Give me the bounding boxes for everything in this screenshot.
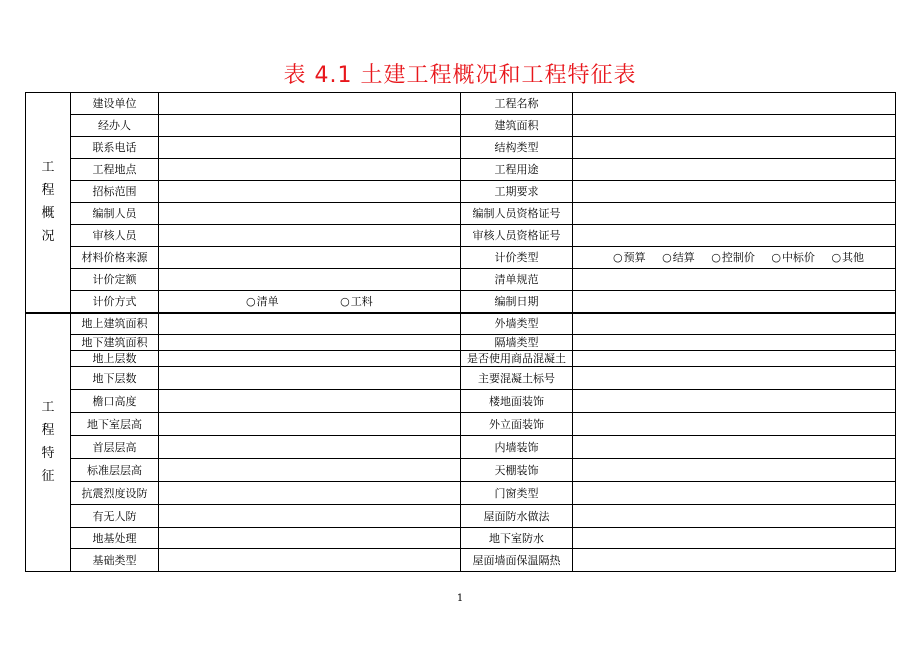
label-basement-waterproofing: 地下室防水 xyxy=(461,528,573,549)
label-ready-mix-concrete: 是否使用商品混凝土 xyxy=(461,351,573,367)
label-foundation-type: 基础类型 xyxy=(71,549,159,572)
field-partition-wall-type[interactable] xyxy=(573,335,896,351)
page-number: 1 xyxy=(456,593,464,604)
label-civil-air-defense: 有无人防 xyxy=(71,505,159,528)
label-prepare-date: 编制日期 xyxy=(461,291,573,313)
label-preparer: 编制人员 xyxy=(71,203,159,225)
field-above-ground-area[interactable] xyxy=(159,313,461,335)
field-bill-spec[interactable] xyxy=(573,269,896,291)
pricing-method-options xyxy=(159,291,461,313)
label-tender-scope: 招标范围 xyxy=(71,181,159,203)
field-above-ground-floors[interactable] xyxy=(159,351,461,367)
label-above-ground-area: 地上建筑面积 xyxy=(71,313,159,335)
label-foundation-treatment: 地基处理 xyxy=(71,528,159,549)
label-project-name: 工程名称 xyxy=(461,93,573,115)
pricing-type-options xyxy=(573,247,896,269)
field-phone[interactable] xyxy=(159,137,461,159)
label-facade-finish: 外立面装饰 xyxy=(461,413,573,436)
field-basement-floor-height[interactable] xyxy=(159,413,461,436)
field-foundation-treatment[interactable] xyxy=(159,528,461,549)
field-basement-waterproofing[interactable] xyxy=(573,528,896,549)
field-pricing-quota[interactable] xyxy=(159,269,461,291)
field-construction-unit[interactable] xyxy=(159,93,461,115)
label-first-floor-height: 首层层高 xyxy=(71,436,159,459)
radio-labor-material[interactable]: ○ 工料 xyxy=(340,296,373,307)
field-facade-finish[interactable] xyxy=(573,413,896,436)
label-construction-unit: 建设单位 xyxy=(71,93,159,115)
field-first-floor-height[interactable] xyxy=(159,436,461,459)
label-roof-wall-insulation: 屋面墙面保温隔热 xyxy=(461,549,573,572)
field-schedule-requirement[interactable] xyxy=(573,181,896,203)
field-structure-type[interactable] xyxy=(573,137,896,159)
document-title: 表 4.1 土建工程概况和工程特征表 xyxy=(283,63,637,88)
label-building-area: 建筑面积 xyxy=(461,115,573,137)
radio-control-price[interactable]: ○ 控制价 xyxy=(711,252,755,263)
field-roof-wall-insulation[interactable] xyxy=(573,549,896,572)
label-pricing-quota: 计价定额 xyxy=(71,269,159,291)
field-eaves-height[interactable] xyxy=(159,390,461,413)
field-standard-floor-height[interactable] xyxy=(159,459,461,482)
label-standard-floor-height: 标准层层高 xyxy=(71,459,159,482)
label-bill-spec: 清单规范 xyxy=(461,269,573,291)
label-reviewer: 审核人员 xyxy=(71,225,159,247)
radio-bill[interactable]: ○ 清单 xyxy=(246,296,279,307)
label-structure-type: 结构类型 xyxy=(461,137,573,159)
label-eaves-height: 檐口高度 xyxy=(71,390,159,413)
field-reviewer-cert[interactable] xyxy=(573,225,896,247)
field-seismic-intensity[interactable] xyxy=(159,482,461,505)
label-door-window-type: 门窗类型 xyxy=(461,482,573,505)
label-partition-wall-type: 隔墙类型 xyxy=(461,335,573,351)
label-preparer-cert: 编制人员资格证号 xyxy=(461,203,573,225)
label-basement-floor-height: 地下室层高 xyxy=(71,413,159,436)
section-label-features: 工 程 特 征 xyxy=(26,313,71,572)
label-pricing-method: 计价方式 xyxy=(71,291,159,313)
label-handler: 经办人 xyxy=(71,115,159,137)
label-roof-waterproofing: 屋面防水做法 xyxy=(461,505,573,528)
radio-winning-bid[interactable]: ○ 中标价 xyxy=(771,252,815,263)
label-above-ground-floors: 地上层数 xyxy=(71,351,159,367)
label-phone: 联系电话 xyxy=(71,137,159,159)
field-reviewer[interactable] xyxy=(159,225,461,247)
section-label-overview: 工 程 概 况 xyxy=(26,93,71,313)
field-preparer[interactable] xyxy=(159,203,461,225)
label-pricing-type: 计价类型 xyxy=(461,247,573,269)
label-seismic-intensity: 抗震烈度设防 xyxy=(71,482,159,505)
field-interior-wall-finish[interactable] xyxy=(573,436,896,459)
field-ready-mix-concrete[interactable] xyxy=(573,351,896,367)
field-below-ground-floors[interactable] xyxy=(159,367,461,390)
field-exterior-wall-type[interactable] xyxy=(573,313,896,335)
label-concrete-grade: 主要混凝土标号 xyxy=(461,367,573,390)
field-foundation-type[interactable] xyxy=(159,549,461,572)
field-preparer-cert[interactable] xyxy=(573,203,896,225)
label-below-ground-area: 地下建筑面积 xyxy=(71,335,159,351)
label-floor-finish: 楼地面装饰 xyxy=(461,390,573,413)
label-reviewer-cert: 审核人员资格证号 xyxy=(461,225,573,247)
field-project-location[interactable] xyxy=(159,159,461,181)
label-ceiling-finish: 天棚装饰 xyxy=(461,459,573,482)
project-info-table xyxy=(25,92,896,572)
label-project-use: 工程用途 xyxy=(461,159,573,181)
field-project-use[interactable] xyxy=(573,159,896,181)
field-project-name[interactable] xyxy=(573,93,896,115)
field-material-price-source[interactable] xyxy=(159,247,461,269)
field-building-area[interactable] xyxy=(573,115,896,137)
radio-budget[interactable]: ○ 预算 xyxy=(613,252,646,263)
label-interior-wall-finish: 内墙装饰 xyxy=(461,436,573,459)
label-project-location: 工程地点 xyxy=(71,159,159,181)
field-tender-scope[interactable] xyxy=(159,181,461,203)
label-material-price-source: 材料价格来源 xyxy=(71,247,159,269)
field-floor-finish[interactable] xyxy=(573,390,896,413)
radio-settlement[interactable]: ○ 结算 xyxy=(662,252,695,263)
field-door-window-type[interactable] xyxy=(573,482,896,505)
field-civil-air-defense[interactable] xyxy=(159,505,461,528)
label-below-ground-floors: 地下层数 xyxy=(71,367,159,390)
field-handler[interactable] xyxy=(159,115,461,137)
field-below-ground-area[interactable] xyxy=(159,335,461,351)
field-roof-waterproofing[interactable] xyxy=(573,505,896,528)
field-prepare-date[interactable] xyxy=(573,291,896,313)
radio-other[interactable]: ○ 其他 xyxy=(831,252,864,263)
label-exterior-wall-type: 外墙类型 xyxy=(461,313,573,335)
field-concrete-grade[interactable] xyxy=(573,367,896,390)
label-schedule-requirement: 工期要求 xyxy=(461,181,573,203)
field-ceiling-finish[interactable] xyxy=(573,459,896,482)
